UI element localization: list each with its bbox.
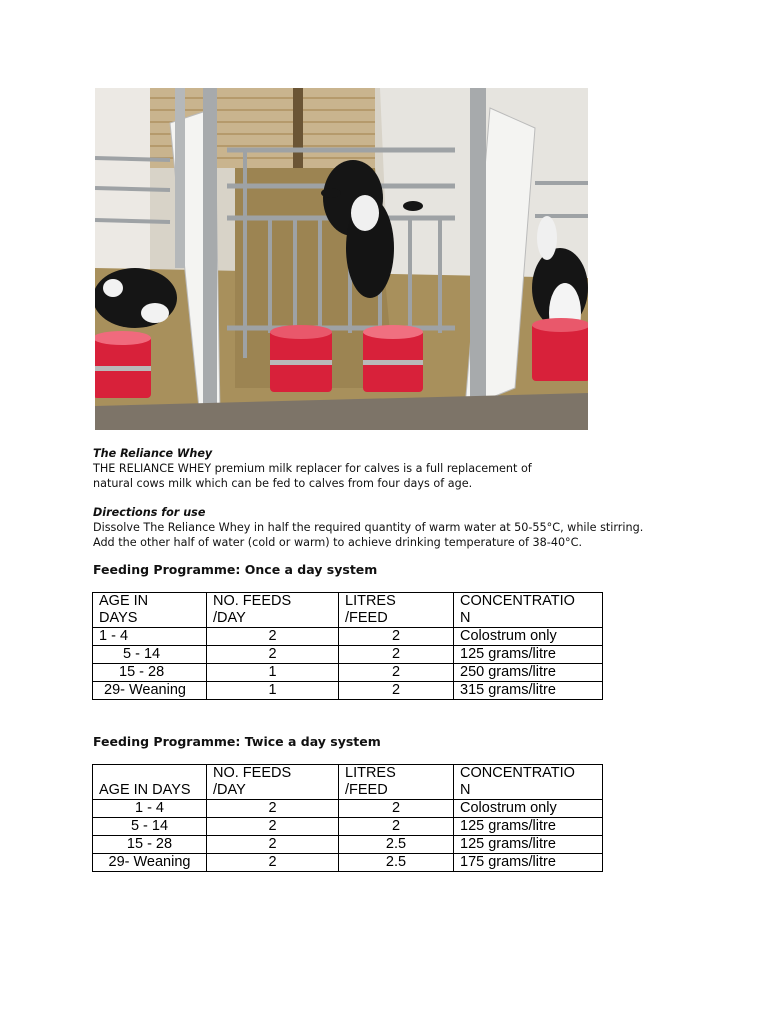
table2-heading: Feeding Programme: Twice a day system [93, 734, 381, 749]
header-age: AGE IN DAYS [93, 765, 207, 800]
cell-litres: 2.5 [339, 854, 454, 872]
product-desc-line-2: natural cows milk which can be fed to calves from four days of age. [93, 477, 473, 490]
cell-age: 15 - 28 [93, 836, 207, 854]
twice-a-day-table [92, 764, 603, 872]
cell-feeds: 2 [207, 818, 339, 836]
table-row [93, 664, 603, 682]
header-litres-line-1: LITRES [345, 593, 396, 609]
table-row [93, 854, 603, 872]
product-description [93, 446, 532, 491]
header-concentration [454, 593, 603, 628]
header-litres-line-2: /FEED [345, 782, 388, 798]
cell-age: 1 - 4 [93, 800, 207, 818]
header-conc-line-1: CONCENTRATIO [460, 765, 575, 781]
table-row [93, 800, 603, 818]
cell-age: 5 - 14 [93, 646, 207, 664]
cell-conc: 125 grams/litre [454, 818, 603, 836]
directions-section [93, 505, 643, 550]
calf-pen-photo [95, 88, 588, 430]
cell-conc: 175 grams/litre [454, 854, 603, 872]
cell-litres: 2 [339, 664, 454, 682]
header-litres-line-1: LITRES [345, 765, 396, 781]
cell-feeds: 1 [207, 682, 339, 700]
table-row [93, 682, 603, 700]
header-feeds-line-2: /DAY [213, 782, 246, 798]
directions-line-1: Dissolve The Reliance Whey in half the required quantity of warm water at 50-55°C, while stirring. [93, 521, 644, 534]
cell-age: 29- Weaning [93, 682, 207, 700]
header-feeds [207, 765, 339, 800]
cell-conc: 250 grams/litre [454, 664, 603, 682]
table-row [93, 646, 603, 664]
table-header-row [93, 593, 603, 628]
table-row [93, 818, 603, 836]
header-age-line-1: AGE IN [99, 593, 149, 609]
cell-conc: 125 grams/litre [454, 836, 603, 854]
header-feeds-line-1: NO. FEEDS [213, 593, 292, 609]
header-age-line-2: DAYS [99, 610, 138, 626]
cell-feeds: 1 [207, 664, 339, 682]
cell-conc: 125 grams/litre [454, 646, 603, 664]
header-conc-line-2: N [460, 782, 471, 798]
header-litres [339, 593, 454, 628]
header-concentration [454, 765, 603, 800]
cell-age: 1 - 4 [93, 628, 207, 646]
cell-litres: 2 [339, 628, 454, 646]
header-feeds-line-1: NO. FEEDS [213, 765, 292, 781]
cell-conc: 315 grams/litre [454, 682, 603, 700]
cell-litres: 2 [339, 682, 454, 700]
header-age [93, 593, 207, 628]
cell-litres: 2.5 [339, 836, 454, 854]
cell-age: 15 - 28 [93, 664, 207, 682]
directions-line-2: Add the other half of water (cold or warm) to achieve drinking temperature of 38-40°C. [93, 536, 583, 549]
cell-age: 29- Weaning [93, 854, 207, 872]
cell-litres: 2 [339, 818, 454, 836]
header-litres [339, 765, 454, 800]
table-row [93, 836, 603, 854]
header-feeds [207, 593, 339, 628]
directions-title: Directions for use [93, 506, 206, 519]
cell-litres: 2 [339, 646, 454, 664]
once-a-day-table [92, 592, 603, 700]
cell-conc: Colostrum only [454, 800, 603, 818]
cell-feeds: 2 [207, 646, 339, 664]
cell-feeds: 2 [207, 800, 339, 818]
cell-conc: Colostrum only [454, 628, 603, 646]
cell-feeds: 2 [207, 854, 339, 872]
cell-feeds: 2 [207, 628, 339, 646]
cell-litres: 2 [339, 800, 454, 818]
cell-age: 5 - 14 [93, 818, 207, 836]
header-feeds-line-2: /DAY [213, 610, 246, 626]
table1-heading: Feeding Programme: Once a day system [93, 562, 378, 577]
table-header-row [93, 765, 603, 800]
header-conc-line-2: N [460, 610, 471, 626]
table-row [93, 628, 603, 646]
product-title: The Reliance Whey [93, 447, 213, 460]
cell-feeds: 2 [207, 836, 339, 854]
header-litres-line-2: /FEED [345, 610, 388, 626]
product-desc-line-1: THE RELIANCE WHEY premium milk replacer for calves is a full replacement of [93, 462, 532, 475]
header-conc-line-1: CONCENTRATIO [460, 593, 575, 609]
